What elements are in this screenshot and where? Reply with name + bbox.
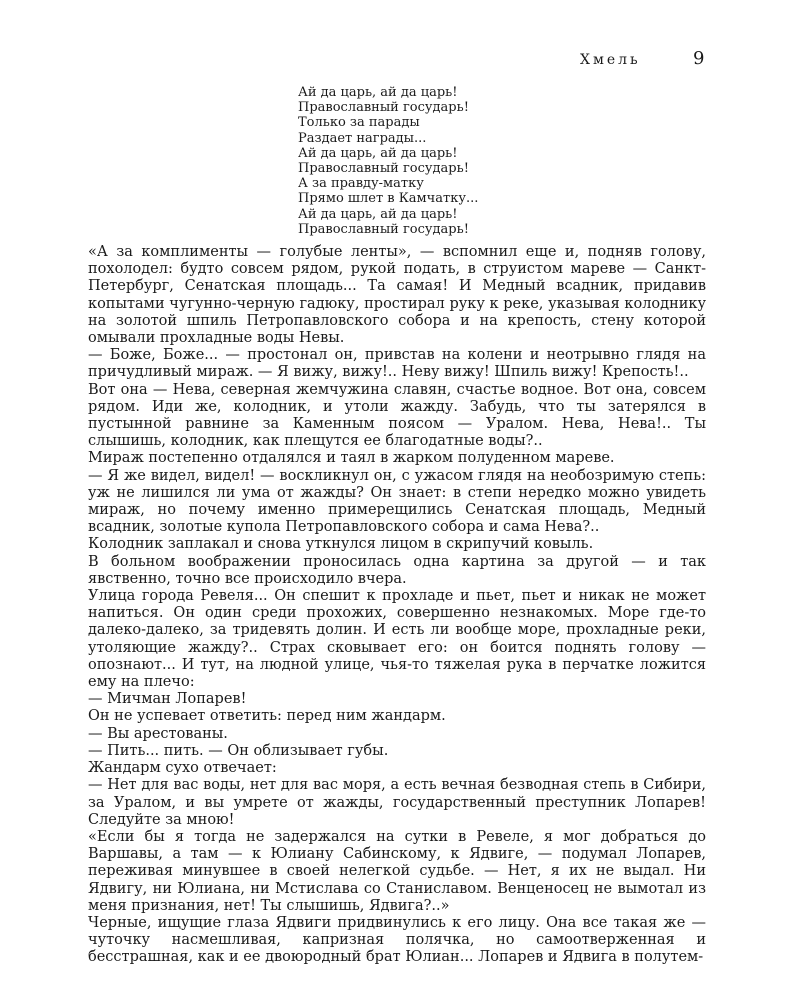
running-title: Хмель xyxy=(580,52,641,68)
paragraph: — Я же видел, видел! — воскликнул он, с ужасом глядя на необозримую степь: уж не лишился ли ума от жажды? Он знает: в степи нередко можно увидеть мираж, но почему именно примерещились Сенатская площадь, Медный всадник, золотые купола Петропавловского собора и сама Нева?.. xyxy=(88,467,706,536)
paragraph: — Боже, Боже... — простонал он, привстав на колени и неотрывно глядя на причудливый мираж. — Я вижу, вижу!.. Неву вижу! Шпиль вижу! Крепость!.. xyxy=(88,347,706,381)
paragraph: — Нет для вас воды, нет для вас моря, а есть вечная безводная степь в Сибири, за Уралом, и вы умрете от жажды, государственный преступник Лопарев! Следуйте за мною! xyxy=(88,777,706,828)
paragraph: Колодник заплакал и снова уткнулся лицом в скрипучий ковыль. xyxy=(88,536,594,553)
poem-line: Православный государь! xyxy=(298,221,469,237)
paragraph: Улица города Ревеля... Он спешит к прохладе и пьет, пьет и никак не может напиться. Он один среди прохожих, совершенно незнакомых. Море где-то далеко-далеко, за тридевять долин. И есть ли вообще море, прохладные реки, утоляющие жажду?.. Страх сковывает его: он боится поднять голову — опознают... И тут, на людной улице, чья-то тяжелая рука в перчатке ложится ему на плечо: xyxy=(88,588,706,691)
paragraph: «Если бы я тогда не задержался на сутки в Ревеле, я мог добраться до Варшавы, а там — к Юлиану Сабинскому, к Ядвиге, — подумал Лопарев, переживая минувшее в своей нелегкой судьбе. — Нет, я их не выдал. Ни Ядвигу, ни Юлиана, ни Мстислава со Станиславом. Венценосец не вымотал из меня признания, нет! Ты слышишь, Ядвига?..» xyxy=(88,828,706,914)
poem-line: Ай да царь, ай да царь! xyxy=(298,145,458,161)
paragraph: Черные, ищущие глаза Ядвиги придвинулись к его лицу. Она все такая же — чуточку насмешливая, капризная полячка, но самоотверженная и бесстрашная, как и ее двоюродный брат Юлиан... Лопарев и Ядвига в полутем- xyxy=(88,914,706,966)
paragraph: — Мичман Лопарев! xyxy=(88,691,247,708)
poem-verse xyxy=(298,85,478,237)
poem-line: Прямо шлет в Камчатку... xyxy=(298,191,479,207)
body-text xyxy=(88,244,706,967)
paragraph: — Пить... пить. — Он облизывает губы. xyxy=(88,742,389,759)
paragraph: — Вы арестованы. xyxy=(88,725,228,742)
poem-line: Только за парады xyxy=(298,115,420,131)
page-number: 9 xyxy=(693,48,705,69)
poem-line: Раздает награды... xyxy=(298,130,427,146)
paragraph: Вот она — Нева, северная жемчужина славян, счастье водное. Вот она, совсем рядом. Иди же, колодник, и утоли жажду. Забудь, что ты затерялся в пустынной равнине за Каменным поясом — Уралом. Нева, Нева!.. Ты слышишь, колодник, как плещутся ее благодатные воды?.. xyxy=(88,381,706,450)
poem-line: Православный государь! xyxy=(298,100,469,116)
poem-line: Ай да царь, ай да царь! xyxy=(298,206,458,222)
poem-line: Ай да царь, ай да царь! xyxy=(298,85,458,100)
paragraph: «А за комплименты — голубые ленты», — вспомнил еще и, подняв голову, похолодел: будто совсем рядом, рукой подать, в струистом мареве — Санкт-Петербург, Сенатская площадь... Та самая! И Медный всадник, придавив копытами чугунно-черную гадюку, простирал руку к реке, указывая колоднику на золотой шпиль Петропавловского собора и на крепость, стену которой омывали прохладные воды Невы. xyxy=(88,244,706,347)
poem-line: А за правду-матку xyxy=(298,176,424,192)
paragraph: Он не успевает ответить: перед ним жандарм. xyxy=(88,708,446,725)
paragraph: Мираж постепенно отдалялся и таял в жарком полуденном мареве. xyxy=(88,450,615,467)
paragraph: Жандарм сухо отвечает: xyxy=(88,760,277,777)
paragraph: В больном воображении проносилась одна картина за другой — и так явственно, точно все происходило вчера. xyxy=(88,553,706,587)
poem-line: Православный государь! xyxy=(298,161,469,177)
